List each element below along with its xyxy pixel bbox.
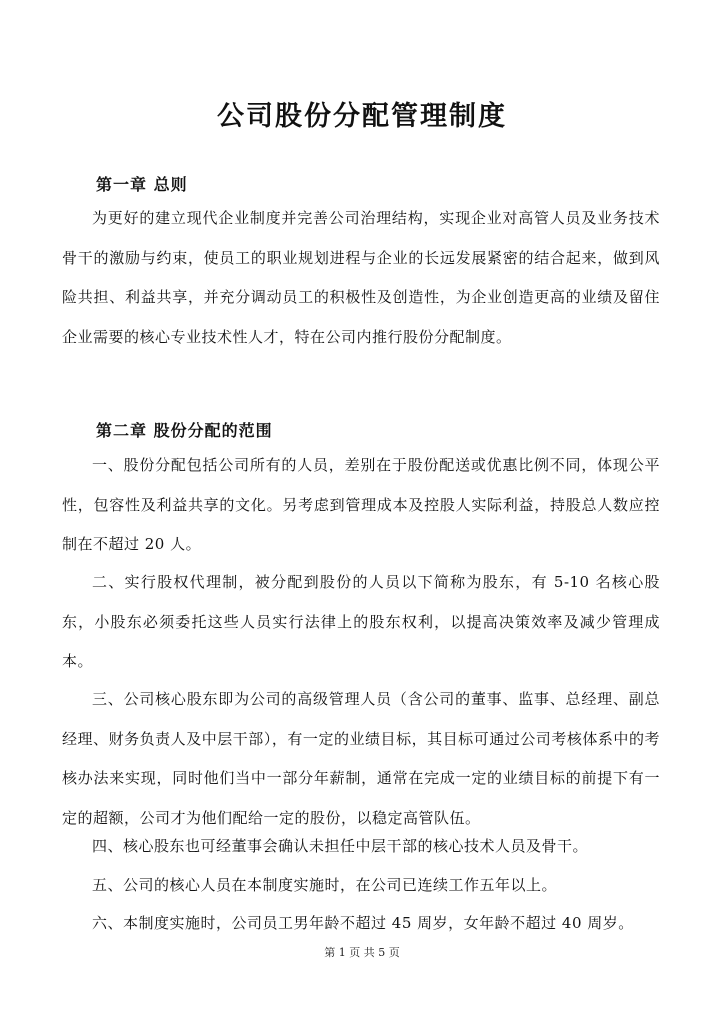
chapter-heading-2: 第二章 股份分配的范围 <box>96 421 273 440</box>
scope-clause-5: 五、公司的核心人员在本制度实施时，在公司已连续工作五年以上。 <box>92 876 558 894</box>
chapter-heading-1: 第一章 总则 <box>96 175 188 194</box>
scope-clause-3: 三、公司核心股东即为公司的高级管理人员（含公司的董事、监事、总经理、副总经理、财务负责人及中层干部），有一定的业绩目标，其目标可通过公司考核体系中的考核办法来实现，同时他们当中一部分年薪制，通常在完成一定的业绩目标的前提下有一定的超额，公司才为他们配给一定的股份，以稳定高管队伍。 <box>62 690 660 827</box>
scope-clause-6: 六、本制度实施时，公司员工男年龄不超过 45 周岁，女年龄不超过 40 周岁。 <box>92 914 634 932</box>
chapter-1-paragraph: 为更好的建立现代企业制度并完善公司治理结构，实现企业对高管人员及业务技术骨干的激励与约束，使员工的职业规划进程与企业的长远发展紧密的结合起来，做到风险共担、利益共享，并充分调动员工的积极性及创造性，为企业创造更高的业绩及留住企业需要的核心专业技术性人才，特在公司内推行股份分配制度。 <box>62 209 660 346</box>
scope-clause-2: 二、实行股权代理制，被分配到股份的人员以下简称为股东，有 5-10 名核心股东，小股东必须委托这些人员实行法律上的股东权利，以提高决策效率及减少管理成本。 <box>62 573 660 671</box>
page-footer: 第 1 页 共 5 页 <box>324 946 400 959</box>
scope-clause-4: 四、核心股东也可经董事会确认未担任中层干部的核心技术人员及骨干。 <box>92 837 589 855</box>
document-title: 公司股份分配管理制度 <box>217 101 507 132</box>
scope-clause-1: 一、股份分配包括公司所有的人员，差别在于股份配送或优惠比例不同，体现公平性，包容性及利益共享的文化。另考虑到管理成本及控股人实际利益，持股总人数应控制在不超过 20 人。 <box>62 456 660 554</box>
